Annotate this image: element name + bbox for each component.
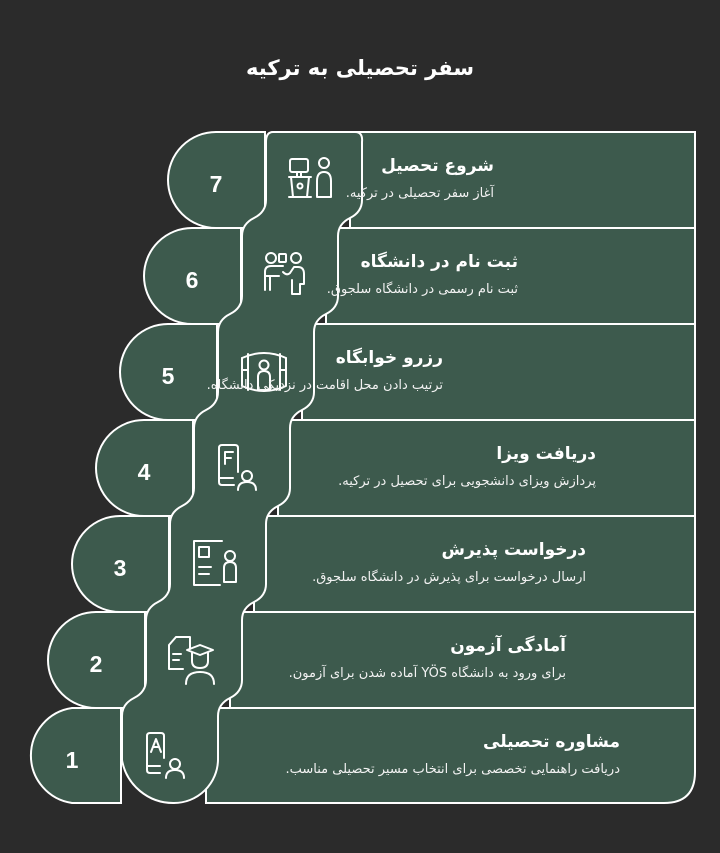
step-description: ثبت نام رسمی در دانشگاه سلجوق. [326,282,518,297]
visa-form-person-icon [214,442,266,494]
step-7 [346,156,494,201]
step-heading: مشاوره تحصیلی [483,732,620,752]
step-number-1: 1 [65,747,79,773]
step-5 [207,348,443,393]
step-heading: درخواست پذیرش [441,540,586,560]
step-description: ارسال درخواست برای پذیرش در دانشگاه سلجوق. [312,570,586,585]
step-6 [327,252,518,297]
step-heading: ثبت نام در دانشگاه [360,252,518,272]
exam-graduate-icon [166,634,218,686]
application-card-person-icon [190,538,242,590]
page-title: سفر تحصیلی به ترکیه [246,56,474,80]
presenter-board-icon [262,250,314,302]
step-1 [285,732,620,777]
step-heading: آمادگی آزمون [450,636,566,656]
advisor-document-person-icon [142,730,194,782]
step-heading: دریافت ویزا [496,444,596,464]
teacher-podium-icon [286,155,338,207]
step-3 [312,540,586,585]
step-4 [338,444,596,489]
step-description: ترتیب دادن محل اقامت در نزدیکی دانشگاه. [206,378,443,393]
step-number-6: 6 [185,267,199,293]
step-number-4: 4 [137,459,151,485]
step-description: دریافت راهنمایی تخصصی برای انتخاب مسیر تحصیلی مناسب. [285,762,620,777]
step-number-3: 3 [113,555,127,581]
step-2 [289,636,566,681]
step-description: آغاز سفر تحصیلی در ترکیه. [345,186,494,201]
step-number-5: 5 [161,363,175,389]
step-description: پردازش ویزای دانشجویی برای تحصیل در ترکیه. [338,474,596,489]
step-description: برای ورود به دانشگاه YÖS آماده شدن برای آزمون. [288,666,566,681]
step-number-7: 7 [209,171,223,197]
step-heading: رزرو خوابگاه [335,348,443,368]
step-number-2: 2 [89,651,103,677]
step-heading: شروع تحصیل [381,156,494,176]
